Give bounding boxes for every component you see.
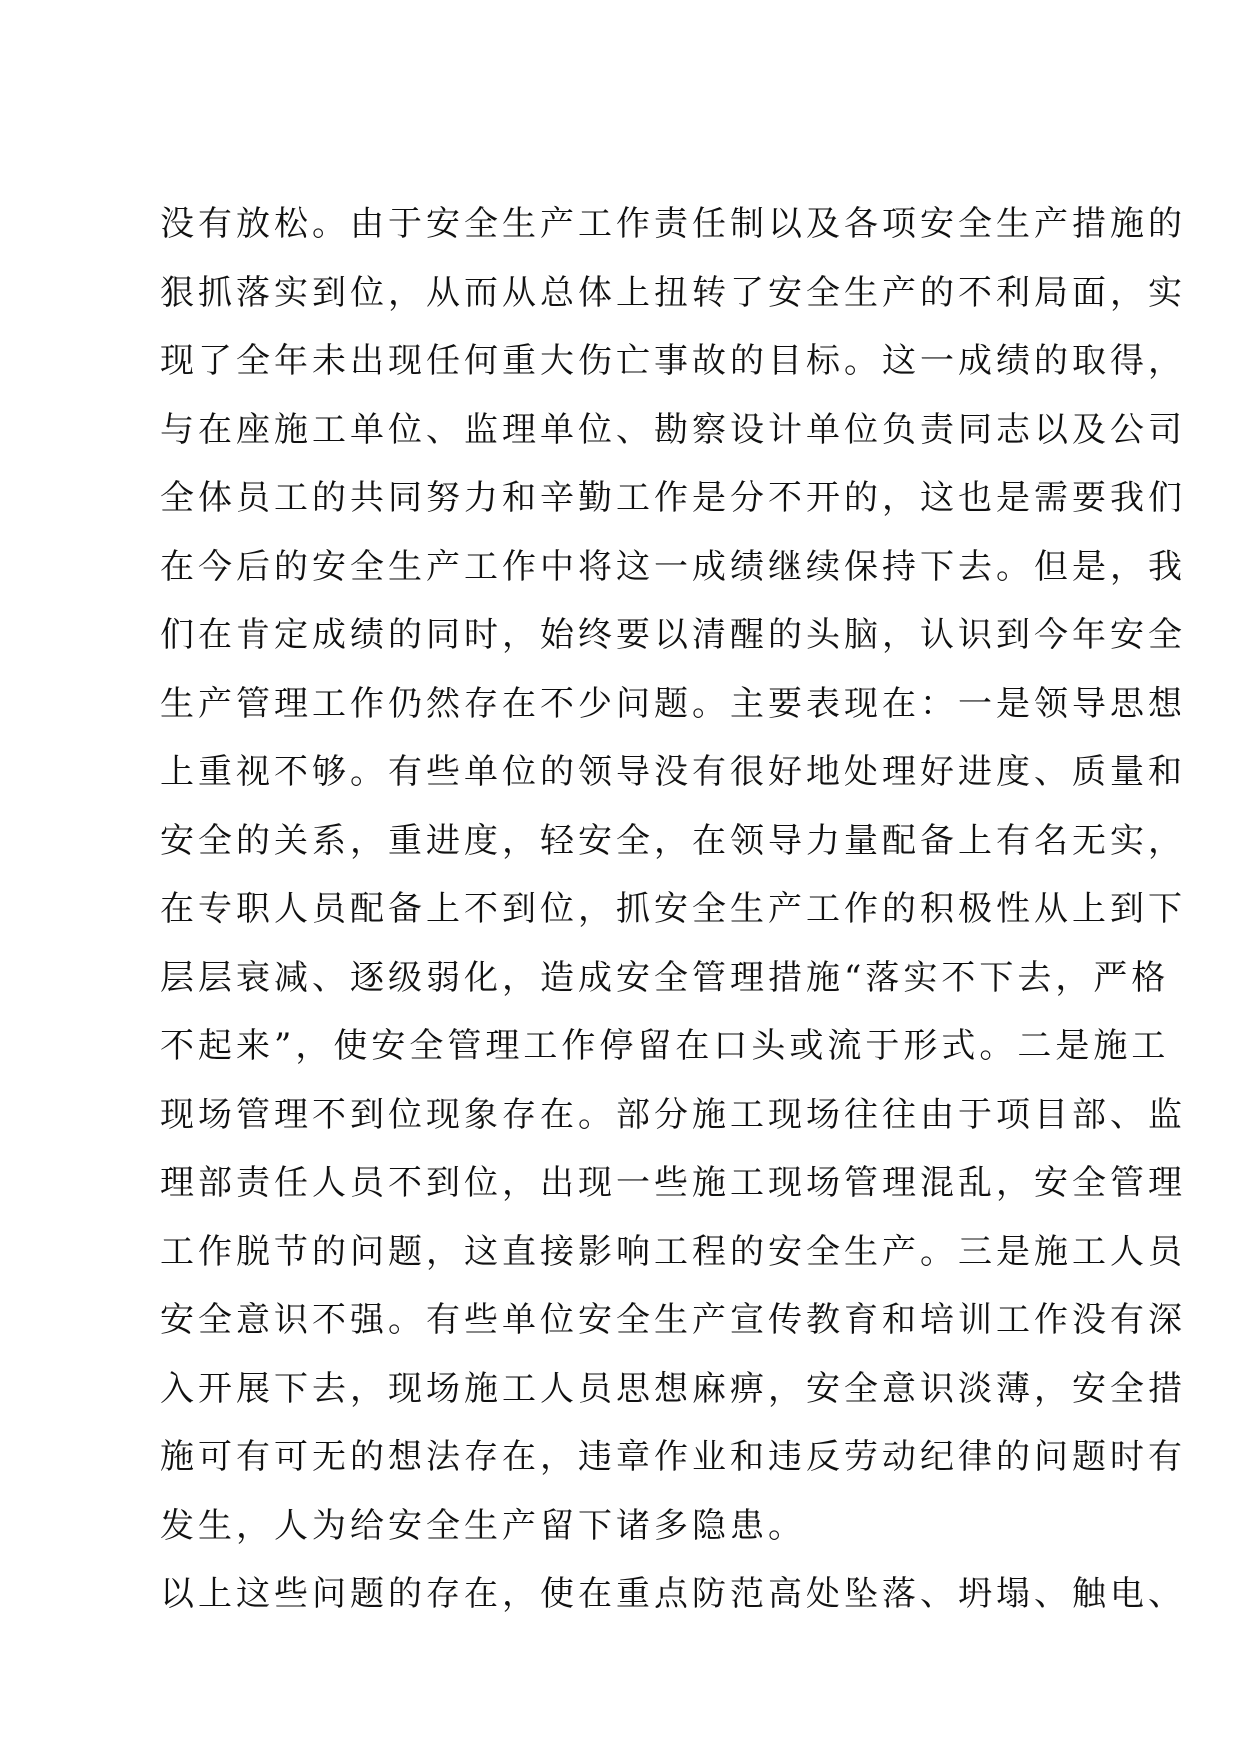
text-line: 以上这些问题的存在，使在重点防范高处坠落、坍塌、触电、 bbox=[160, 1574, 1186, 1614]
text-line: 理部责任人员不到位，出现一些施工现场管理混乱，安全管理 bbox=[160, 1163, 1186, 1203]
text-line: 发生，人为给安全生产留下诸多隐患。 bbox=[160, 1505, 806, 1546]
text-line: 入开展下去，现场施工人员思想麻痹，安全意识淡薄，安全措 bbox=[160, 1368, 1186, 1409]
text-line: 现场管理不到位现象存在。部分施工现场往往由于项目部、监 bbox=[160, 1094, 1186, 1135]
text-line: 工作脱节的问题，这直接影响工程的安全生产。三是施工人员 bbox=[160, 1231, 1186, 1272]
text-line: 没有放松。由于安全生产工作责任制以及各项安全生产措施的 bbox=[160, 204, 1186, 244]
text-line: 上重视不够。有些单位的领导没有很好地处理好进度、质量和 bbox=[160, 752, 1186, 792]
text-line: 生产管理工作仍然存在不少问题。主要表现在：一是领导思想 bbox=[160, 683, 1186, 724]
text-line: 安全的关系，重进度，轻安全，在领导力量配备上有名无实， bbox=[160, 820, 1186, 861]
text-line: 全体员工的共同努力和辛勤工作是分不开的，这也是需要我们 bbox=[160, 478, 1186, 518]
body-text bbox=[160, 190, 1186, 1629]
text-line: 现了全年未出现任何重大伤亡事故的目标。这一成绩的取得， bbox=[160, 341, 1186, 381]
text-line: 施可有可无的想法存在，违章作业和违反劳动纪律的问题时有 bbox=[160, 1437, 1186, 1477]
text-line: 安全意识不强。有些单位安全生产宣传教育和培训工作没有深 bbox=[160, 1300, 1186, 1340]
text-line: 不起来”，使安全管理工作停留在口头或流于形式。二是施工 bbox=[160, 1026, 1170, 1066]
text-line: 在专职人员配备上不到位，抓安全生产工作的积极性从上到下 bbox=[160, 889, 1186, 929]
text-line: 在今后的安全生产工作中将这一成绩继续保持下去。但是，我 bbox=[160, 546, 1186, 587]
text-line: 层层衰减、逐级弱化，造成安全管理措施“落实不下去，严格 bbox=[160, 957, 1170, 998]
text-line: 狠抓落实到位，从而从总体上扭转了安全生产的不利局面，实 bbox=[160, 272, 1186, 313]
text-line: 们在肯定成绩的同时，始终要以清醒的头脑，认识到今年安全 bbox=[160, 615, 1186, 655]
text-line: 与在座施工单位、监理单位、勘察设计单位负责同志以及公司 bbox=[160, 409, 1186, 450]
